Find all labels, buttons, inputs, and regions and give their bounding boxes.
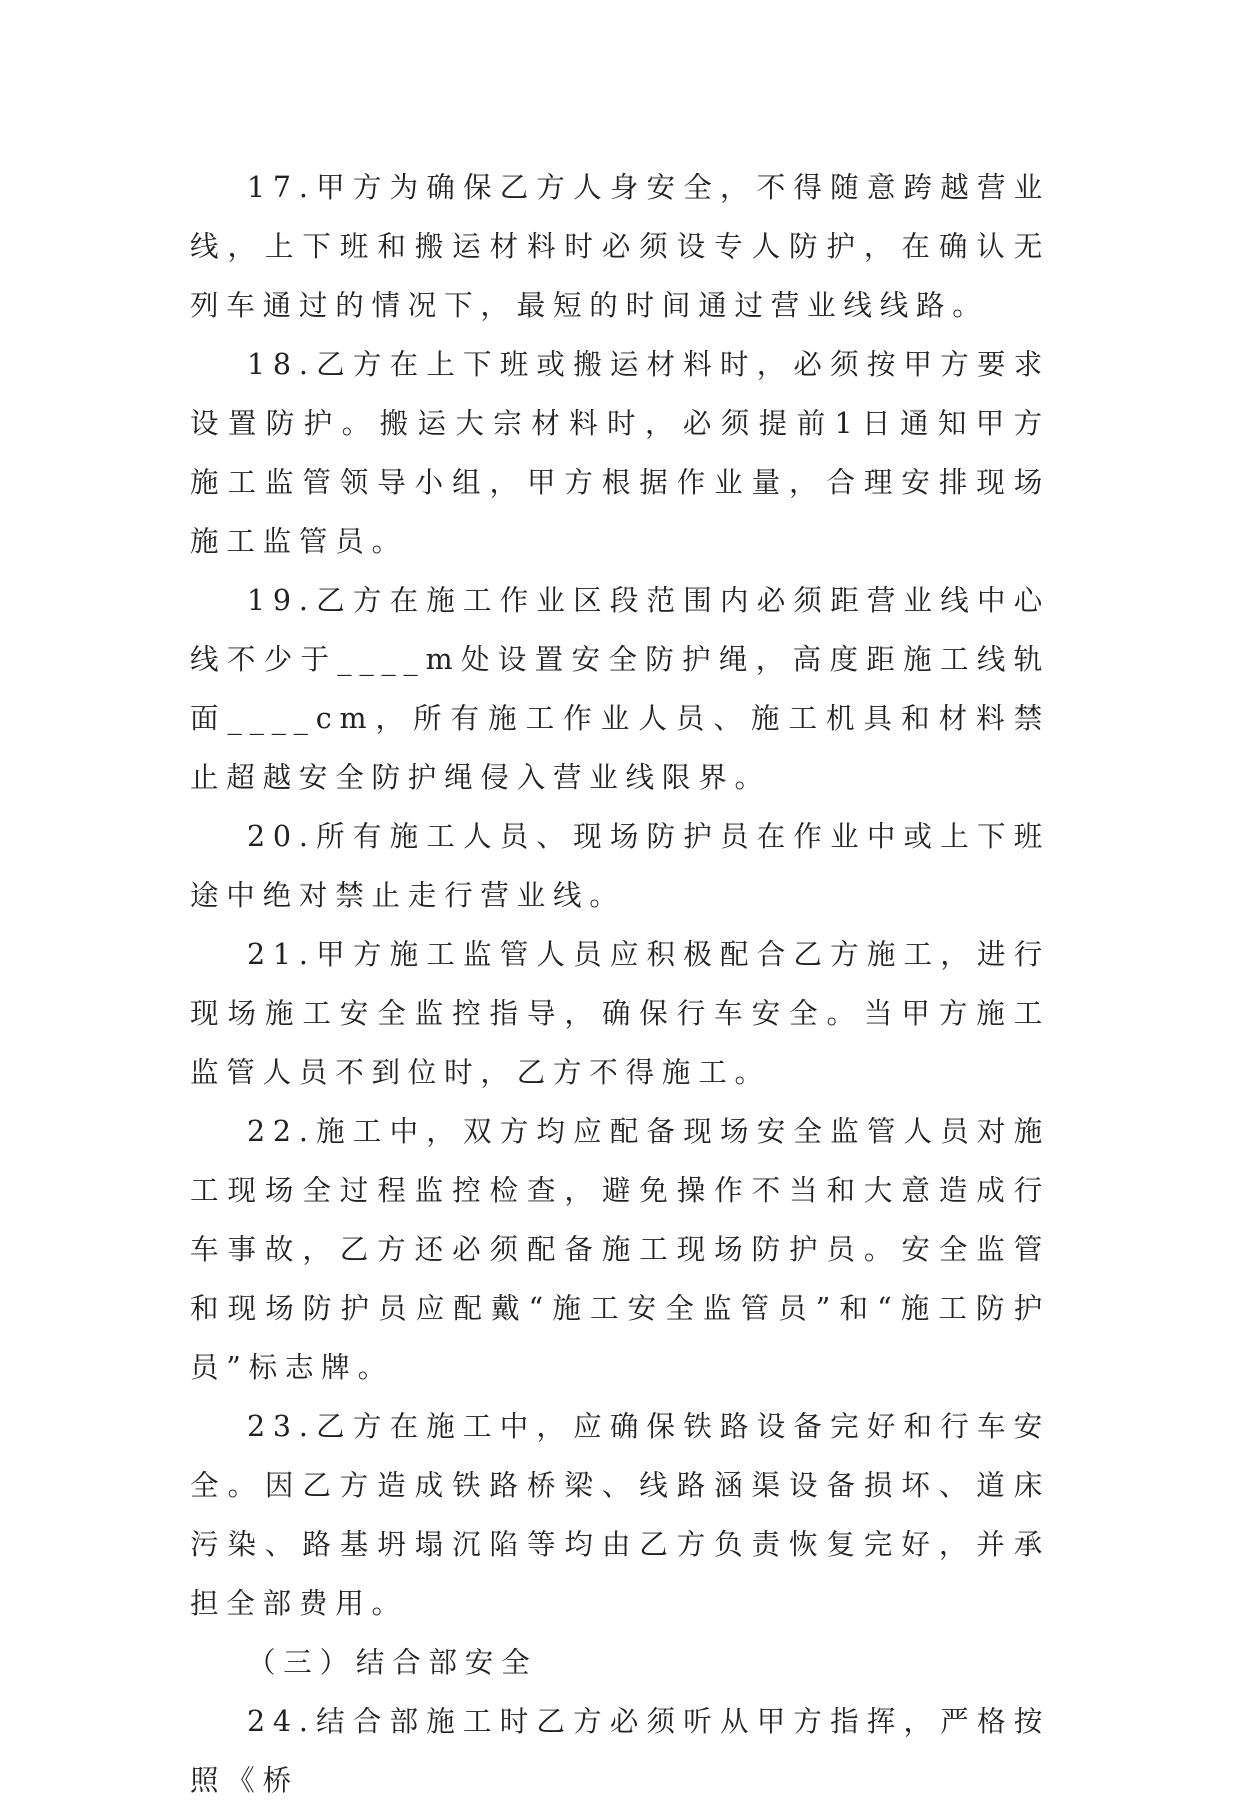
paragraph-21: 21.甲方施工监管人员应积极配合乙方施工，进行现场施工安全监控指导，确保行车安全。当甲方施工监管人员不到位时，乙方不得施工。 <box>190 938 1050 1089</box>
paragraph-23: 23.乙方在施工中，应确保铁路设备完好和行车安全。因乙方造成铁路桥梁、线路涵渠设备损坏、道床污染、路基坍塌沉陷等均由乙方负责恢复完好，并承担全部费用。 <box>190 1410 1050 1620</box>
paragraph-18: 18.乙方在上下班或搬运材料时，必须按甲方要求设置防护。搬运大宗材料时，必须提前1日通知甲方施工监管领导小组，甲方根据作业量，合理安排现场施工监管员。 <box>190 348 1050 558</box>
paragraph-19: 19.乙方在施工作业区段范围内必须距营业线中心线不少于____m处设置安全防护绳，高度距施工线轨面____cm，所有施工作业人员、施工机具和材料禁止超越安全防护绳侵入营业线限界。 <box>190 584 1050 794</box>
paragraph-22: 22.施工中，双方均应配备现场安全监管人员对施工现场全过程监控检查，避免操作不当和大意造成行车事故，乙方还必须配备施工现场防护员。安全监管和现场防护员应配戴“施工安全监管员”和“施工防护员”标志牌。 <box>190 1115 1050 1384</box>
paragraph-17: 17.甲方为确保乙方人身安全，不得随意跨越营业线，上下班和搬运材料时必须设专人防护，在确认无列车通过的情况下，最短的时间通过营业线线路。 <box>190 171 1050 322</box>
document-body <box>190 158 1050 1810</box>
paragraph-24: 24.结合部施工时乙方必须听从甲方指挥，严格按照《桥 <box>190 1705 1050 1797</box>
section-heading: （三）结合部安全 <box>247 1646 538 1679</box>
paragraph-20: 20.所有施工人员、现场防护员在作业中或上下班途中绝对禁止走行营业线。 <box>190 820 1050 912</box>
